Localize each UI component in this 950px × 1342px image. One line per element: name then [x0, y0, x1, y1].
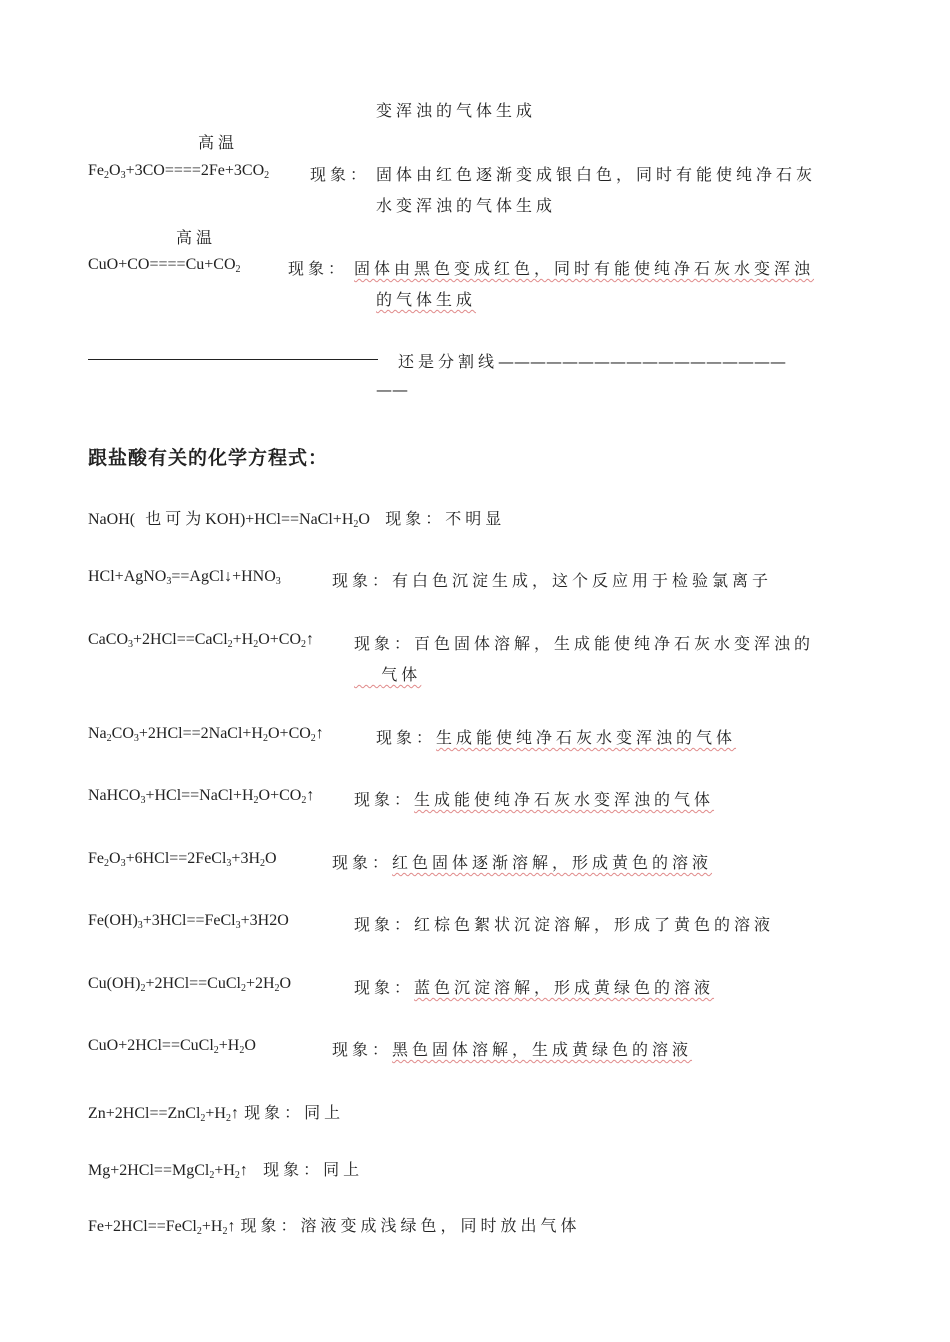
phenomenon-continuation: 变浑浊的气体生成 — [376, 101, 537, 120]
equation-na2co3-hcl: $Na_2CO_3+2HCl==2NaCl+H_2O+CO_2↑$ — [88, 725, 324, 744]
phenomenon-cuoh2-hcl: 现象：蓝色沉淀溶解，形成黄绿色的溶液 — [354, 978, 715, 997]
equation-nahco3-hcl: $NaHCO_3+HCl==NaCl+H_2O+CO_2↑$ — [88, 787, 315, 806]
section-title: 跟盐酸有关的化学方程式： — [88, 447, 329, 469]
reaction-mg-hcl: $Mg+2HCl==MgCl_2+H_2↑$ 现象：同上 — [88, 1160, 364, 1181]
reaction-fe-hcl: $Fe+2HCl==FeCl_2+H_2↑$ 现象：溶液变成浅绿色，同时放出气体 — [88, 1216, 581, 1237]
equation-fe2o3-hcl: $Fe_2O_3+6HCl==2FeCl_3+3H_2O$ — [88, 850, 277, 869]
phenomenon-hcl-agno3: 现象：有白色沉淀生成，这个反应用于检验氯离子 — [332, 571, 773, 590]
equation-hcl-agno3: $HCl+AgNO_3==AgCl↓+HNO_3$ — [88, 568, 281, 587]
phenomenon-label: 现象： — [310, 165, 371, 184]
divider-text: 还是分割线—————————————————— — [398, 352, 787, 371]
equation-fe2o3-co: $Fe_2O_3+3CO====2Fe+3CO_2$ — [88, 162, 270, 181]
phenomenon-caco3-hcl-l1: 现象：百色固体溶解，生成能使纯净石灰水变浑浊的 — [354, 634, 815, 653]
equation-cuo-co: $CuO+CO====Cu+CO_2$ — [88, 256, 241, 275]
reaction-zn-hcl: $Zn+2HCl==ZnCl_2+H_2↑$ 现象：同上 — [88, 1103, 345, 1124]
condition-high-temp-1: 高温 — [198, 133, 239, 152]
phenomenon-fe2o3-hcl: 现象：红色固体逐渐溶解，形成黄色的溶液 — [332, 853, 713, 872]
equation-cuoh2-hcl: $Cu(OH)_2+2HCl==CuCl_2+2H_2O$ — [88, 975, 292, 994]
phenomenon-cuo-co-l2: 的气体生成 — [376, 290, 477, 309]
phenomenon-na2co3-hcl: 现象：生成能使纯净石灰水变浑浊的气体 — [376, 728, 737, 747]
phenomenon-feoh3-hcl: 现象：红棕色絮状沉淀溶解，形成了黄色的溶液 — [354, 915, 775, 934]
reaction-naoh-hcl: NaOH( 也可为$KOH)+HCl==NaCl+H_2O$ 现象：不明显 — [88, 509, 506, 530]
phenomenon-fe2o3-co-l1: 固体由红色逐渐变成银白色，同时有能使纯净石灰 — [376, 165, 817, 184]
phenomenon-cuo-co-l1: 固体由黑色变成红色，同时有能使纯净石灰水变浑浊 — [354, 259, 815, 278]
divider-dashes-continuation: —— — [376, 380, 408, 399]
condition-high-temp-2: 高温 — [176, 228, 217, 247]
equation-caco3-hcl: $CaCO_3+2HCl==CaCl_2+H_2O+CO_2↑$ — [88, 631, 315, 650]
equation-feoh3-hcl: $Fe(OH)_3+3HCl==FeCl_3+3H2O$ — [88, 912, 289, 931]
equation-cuo-hcl: $CuO+2HCl==CuCl_2+H_2O$ — [88, 1037, 256, 1056]
phenomenon-label: 现象： — [288, 259, 349, 278]
divider-rule — [88, 359, 378, 360]
phenomenon-fe2o3-co-l2: 水变浑浊的气体生成 — [376, 196, 557, 215]
phenomenon-caco3-hcl-l2: 气体 — [381, 665, 422, 684]
phenomenon-nahco3-hcl: 现象：生成能使纯净石灰水变浑浊的气体 — [354, 790, 715, 809]
phenomenon-cuo-hcl: 现象：黑色固体溶解，生成黄绿色的溶液 — [332, 1040, 693, 1059]
